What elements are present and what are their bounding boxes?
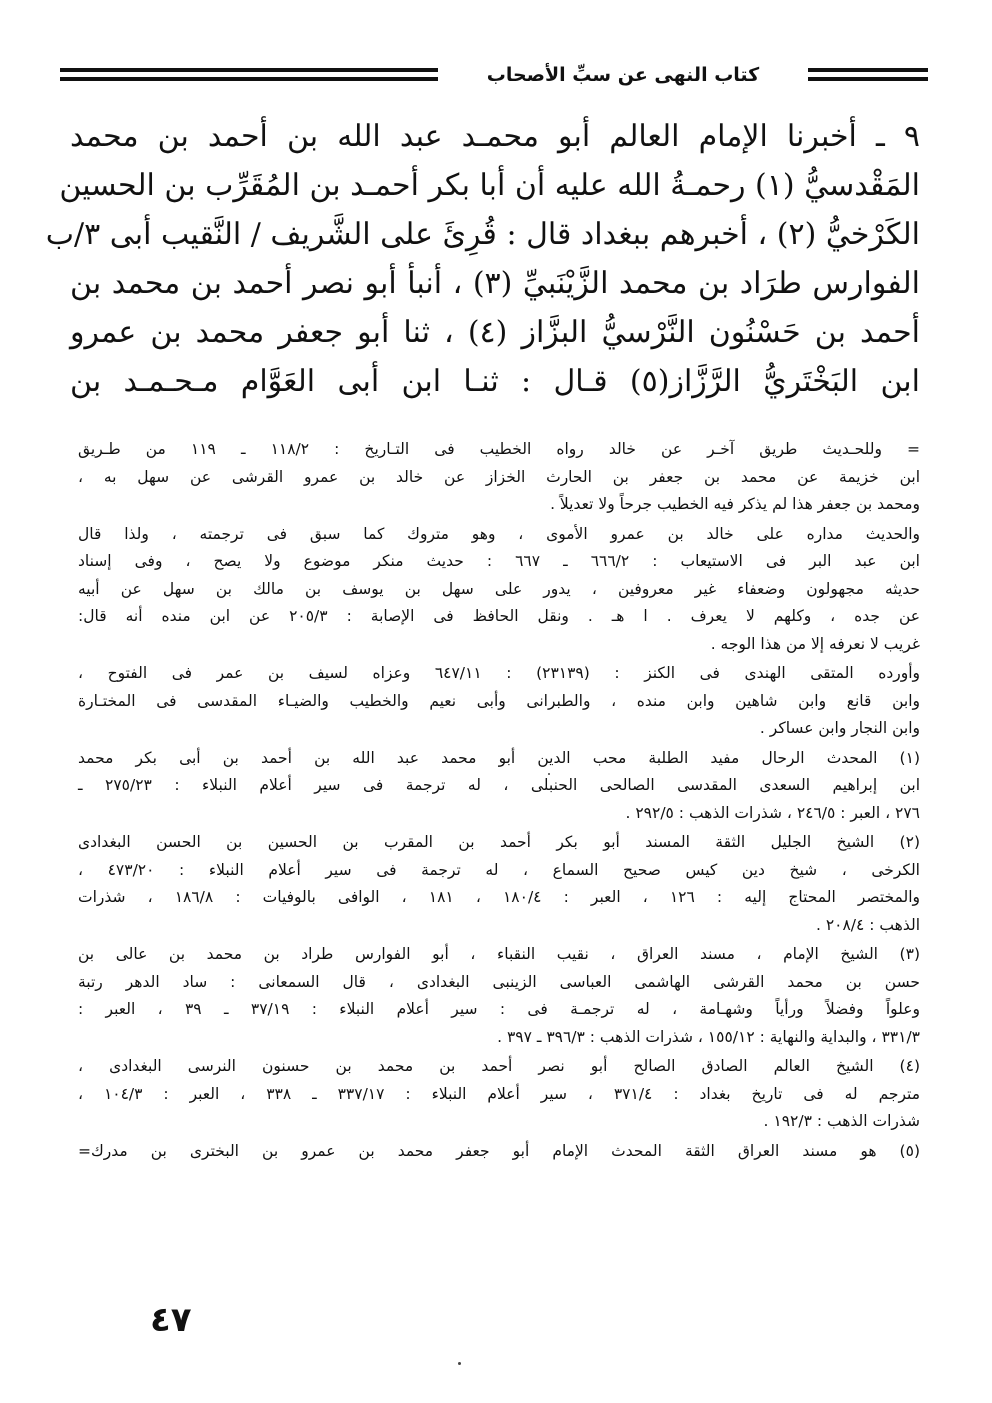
main-text-line: أحمد بن حَسْنُون النَّرْسيُّ البزَّاز (٤) ، ثنا أبو جعفر محمد بن عمرو	[70, 315, 921, 350]
footnote-line: شذرات الذهب : ١٩٢/٣ .	[763, 1112, 920, 1130]
scan-speck	[548, 773, 550, 775]
footnote-line: ٣٣١/٣ ، والبداية والنهاية : ١٥٥/١٢ ، شذرات الذهب : ٣٩٦/٣ ـ ٣٩٧ .	[497, 1027, 920, 1046]
footnote-line: وعلواً وفضلاً ورأياً وشهـامة ، له ترجمـة فى : سير أعلام النبلاء : ٣٧/١٩ ـ ٣٩ ، العبر :	[78, 1000, 920, 1018]
header-rule-left	[60, 68, 438, 81]
footnote-hadith-chain	[78, 521, 920, 659]
footnote-line: والمختصر المحتاج إليه : ١٢٦ ، العبر : ١٨٠/٤ ، ١٨١ ، الوافى بالوفيات : ١٨٦/٨ ، شذرات	[78, 888, 920, 906]
scan-speck	[458, 1362, 461, 1365]
footnote-line: حديثه مجهولون وضعفاء غير معروفين ، يدور على سهل بن يوسف بن مالك بن سهل عن أبيه	[78, 579, 920, 598]
footnote-line: ابن خزيمة عن محمد بن جعفر بن الحارث الخزاز عن خالد بن عمرو القرشى عن سهل به ،	[78, 467, 920, 486]
footnote-line: = وللحـديث طريق آخـر عن خالد رواه الخطيب فى التـاريخ : ١١٨/٢ ـ ١١٩ من طـريق	[78, 440, 920, 458]
header-rule-right	[808, 68, 928, 81]
footnote-5	[78, 1138, 920, 1166]
footnote-line: حسن بن محمد القرشى الهاشمى العباسى الزينبى البغدادى ، قال السمعانى : ساد الدهر رتبة	[78, 972, 920, 991]
footnote-line: (٣) الشيخ الإمام ، مسند العراق ، نقيب النقباء ، أبو الفوارس طراد بن محمد بن عالى بن	[78, 945, 920, 963]
footnote-kanz	[78, 660, 920, 743]
footnote-line: وأورده المتقى الهندى فى الكنز : (٢٣١٣٩) : ٦٤٧/١١ وعزاه لسيف بن عمر فى الفتوح ،	[78, 664, 920, 682]
footnote-line: (٤) الشيخ العالم الصادق الصالح أبو نصر أحمد بن محمد بن حسنون النرسى البغدادى ،	[78, 1057, 920, 1075]
footnote-line: مترجم له فى تاريخ بغداد : ٣٧١/٤ ، سير أعلام النبلاء : ٣٣٧/١٧ ـ ٣٣٨ ، العبر : ١٠٤/٣ ،	[78, 1084, 921, 1103]
main-text-line: ابن البَخْتَريُّ الرَّزَّاز(٥) قـال : ثنـا ابن أبى العَوَّام مـحـمـد بن	[70, 364, 920, 399]
footnote-line: ومحمد بن جعفر هذا لم يذكر فيه الخطيب جرحاً ولا تعديلاً .	[550, 495, 920, 513]
main-text-line: الفوارس طرَاد بن محمد الزَّيْنَبيِّ (٣) ، أنبأ أبو نصر أحمد بن محمد بن	[70, 266, 920, 301]
footnote-line: وابن قانع وابن شاهين وابن منده ، والطبرانى وأبى نعيم والخطيب والضيـاء المقدسى فى المختـارة	[78, 691, 920, 710]
footnote-line: ابن إبراهيم السعدى المقدسى الصالحى الحنبلى ، له ترجمة فى سير أعلام النبلاء : ٢٧٥/٢٣ ـ	[78, 776, 921, 794]
footnote-line: ٢٧٦ ، العبر : ٢٤٦/٥ ، شذرات الذهب : ٢٩٢/٥ .	[625, 803, 920, 822]
footnote-line: غريب لا نعرفه إلا من هذا الوجه .	[710, 634, 920, 653]
footnote-2	[78, 829, 920, 939]
footnote-line: (١) المحدث الرحال مفيد الطلبة محب الدين أبو محمد عبد الله بن أحمد بن أبى بكر محمد	[78, 748, 920, 767]
footnote-4	[78, 1053, 920, 1136]
footnote-line: (٢) الشيخ الجليل الثقة المسند أبو بكر أحمد بن المقرب بن الحسين بن الحسن البغدادى	[78, 833, 920, 851]
page-number: ٤٧	[150, 1300, 192, 1340]
footnote-line: والحديث مداره على خالد بن عمرو الأموى ، وهو متروك كما سبق فى ترجمته ، ولذا قال	[78, 524, 920, 543]
footnotes	[78, 436, 920, 1165]
main-text-line: الكَرْخيُّ (٢) ، أخبرهم ببغداد قال : قُرِئَ على الشَّريف / النَّقيب أبى ٣/ب	[45, 217, 920, 252]
footnote-3	[78, 941, 920, 1051]
footnote-line: عن جده ، وكلهم لا يعرف . ا هـ . ونقل الحافظ فى الإصابة : ٢٠٥/٣ عن ابن منده أنه قال:	[78, 607, 920, 625]
header-title: كتاب النهى عن سبِّ الأصحاب	[486, 64, 760, 86]
footnote-line: (٥) هو مسند العراق الثقة المحدث الإمام أبو جعفر محمد بن عمرو بن البخترى بن مدرك=	[78, 1141, 920, 1160]
main-text-line: المَقْدسيُّ (١) رحمـةُ الله عليه أن أبا بكر أحمـد بن المُقَرِّب بن الحسين	[59, 168, 920, 203]
main-text-line: ٩ ـ أخبرنا الإمام العالم أبو محمـد عبد الله بن أحمد بن محمد	[70, 119, 920, 154]
footnote-continuation	[78, 436, 920, 519]
main-text	[45, 112, 921, 406]
footnote-line: وابن النجار وابن عساكر .	[759, 719, 920, 737]
footnote-line: الذهب : ٢٠٨/٤ .	[815, 915, 920, 934]
footnote-line: ابن عبد البر فى الاستيعاب : ٦٦٦/٢ ـ ٦٦٧ : حديث منكر موضوع ولا يصح ، وفى إسناد	[78, 552, 920, 570]
running-header	[60, 60, 928, 94]
footnote-line: الكرخى ، شيخ دين كيس صحيح السماع ، له ترجمة فى سير أعلام النبلاء : ٤٧٣/٢٠ ،	[78, 860, 920, 879]
footnote-1	[78, 745, 920, 828]
